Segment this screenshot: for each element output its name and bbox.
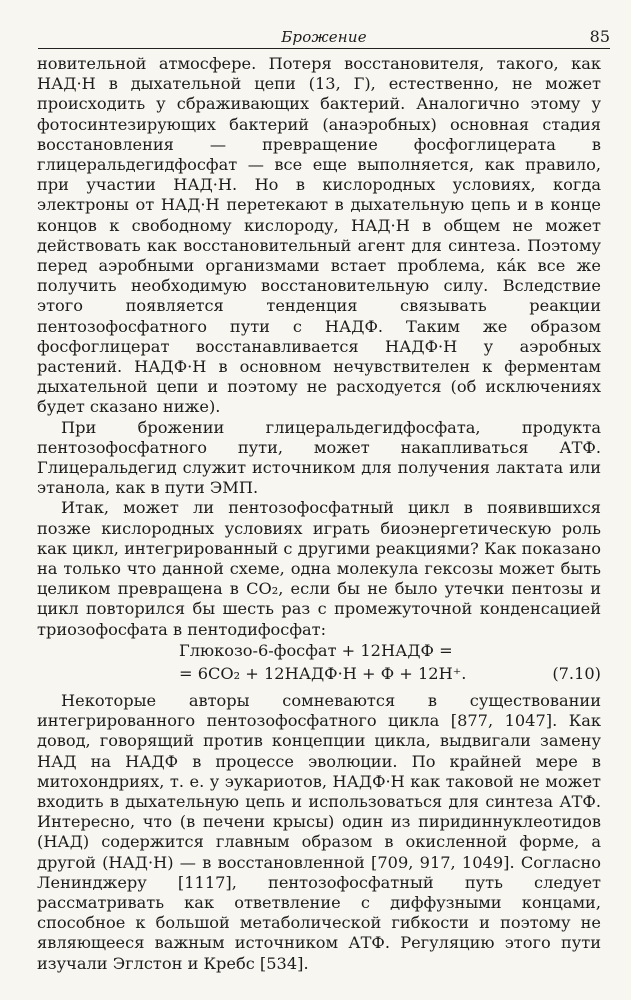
equation-number: (7.10) bbox=[552, 663, 601, 683]
paragraph-3: Итак, может ли пентозофосфатный цикл в появившихся позже кислородных условиях играть биоэнергетическую роль как цикл, интегрированный с другими реакциями? Как показано на только что данной схеме, одна молекула гексозы может быть целиком превращена в CO₂, если бы не было утечки пентозы и цикл повторился бы шесть раз с промежуточной конденсацией триозофосфата в пентодифосфат: bbox=[37, 498, 601, 639]
equation-line-1: Глюкозо-6-фосфат + 12НАДФ = bbox=[179, 640, 453, 660]
page-number: 85 bbox=[589, 27, 610, 46]
equation-line-2: = 6CO₂ + 12НАДФ·Н + Ф + 12Н⁺. bbox=[179, 663, 467, 683]
page-header bbox=[38, 24, 610, 48]
header-rule bbox=[38, 48, 610, 49]
paragraph-2: При брожении глицеральдегидфосфата, продукта пентозофосфатного пути, может накапливаться АТФ. Глицеральдегид служит источником для получения лактата или этанола, как в пути ЭМП. bbox=[37, 417, 601, 498]
paragraph-1: новительной атмосфере. Потеря восстановителя, такого, как НАД·Н в дыхательной цепи (13, Г), естественно, не может происходить у сбраживающих бактерий. Аналогично этому у фотосинтезирующих бактерий (анаэробных) основная стадия восстановления — превращение фосфоглицерата в глицеральдегидфосфат — все еще выполняется, как правило, при участии НАД·Н. Но в кислородных условиях, когда электроны от НАД·Н перетекают в дыхательную цепь и в конце концов к свободному кислороду, НАД·Н в общем не может действовать как восстановительный агент для синтеза. Поэтому перед аэробными организмами встает проблема, ка́к все же получить необходимую восстановительную силу. Вследствие этого появляется тенденция связывать реакции пентозофосфатного пути с НАДФ. Таким же образом фосфоглицерат восстанавливается НАДФ·Н у аэробных растений. НАДФ·Н в основном нечувствителен к ферментам дыхательной цепи и поэтому не расходуется (об исключениях будет сказано ниже). bbox=[37, 54, 601, 417]
running-title: Брожение bbox=[281, 28, 367, 46]
paragraph-4: Некоторые авторы сомневаются в существовании интегрированного пентозофосфатного цикла [877, 1047]. Как довод, говорящий против концепции цикла, выдвигали замену НАД на НАДФ в процессе эволюции. По крайней мере в митохондриях, т. е. у эукариотов, НАДФ·Н как таковой не может входить в дыхательную цепь и использоваться для синтеза АТФ. Интересно, что (в печени крысы) один из пиридиннуклеотидов (НАД) содержится главным образом в окисленной форме, а другой (НАД·Н) — в восстановленной [709, 917, 1049]. Согласно Ленинджеру [1117], пентозофосфатный путь следует рассматривать как ответвление с диффузными концами, способное к большой метаболической гибкости и поэтому не являющееся важным источником АТФ. Регуляцию этого пути изучали Эглстон и Кребс [534]. bbox=[37, 690, 601, 973]
body-text bbox=[37, 54, 601, 974]
equation-7-10 bbox=[37, 640, 601, 685]
